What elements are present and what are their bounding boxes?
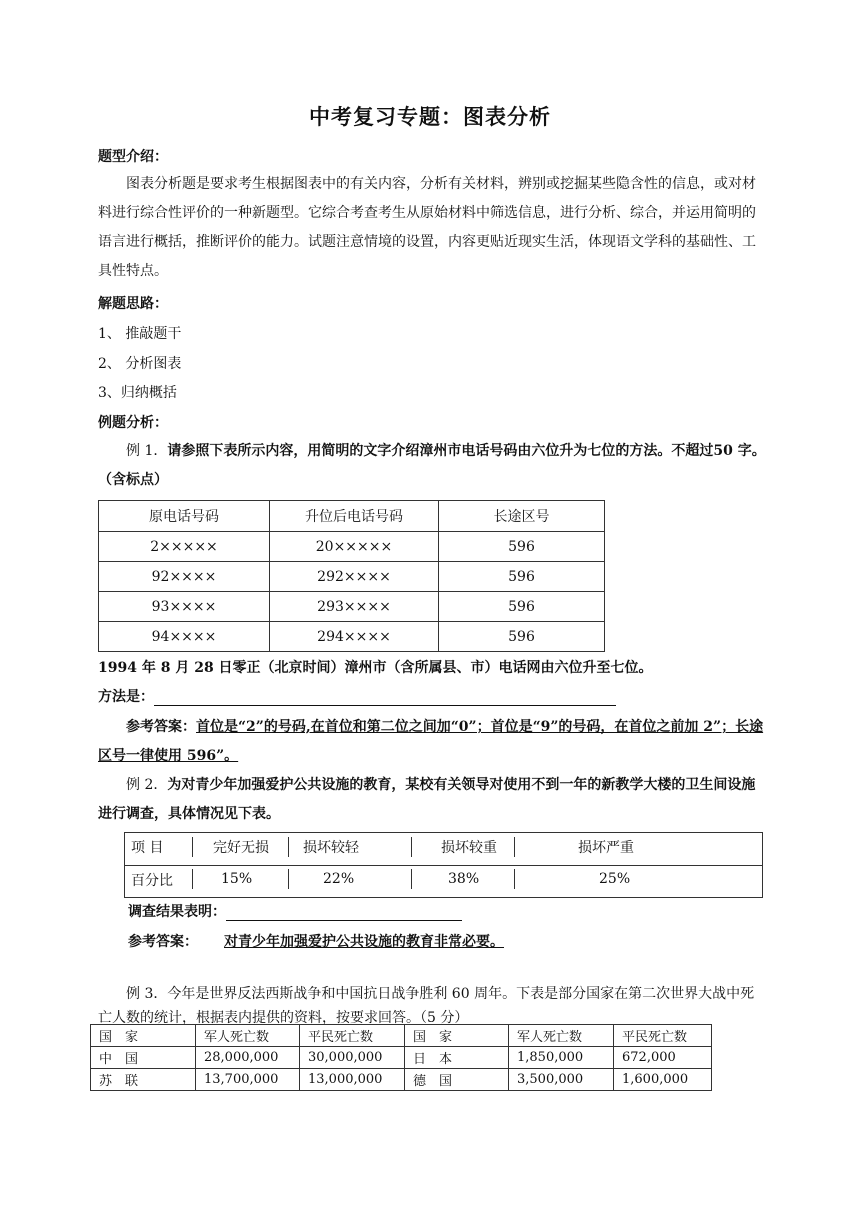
ex2-answer-label: 参考答案： [128,934,198,950]
phone-number-table [98,500,605,652]
col-header-military-deaths: 军人死亡数 [509,1025,614,1047]
table-row [99,532,605,562]
col-header-country: 国 家 [91,1025,196,1047]
intro-heading: 题型介绍： [98,149,168,165]
ex2-result-line [128,901,462,921]
ex1-answer-text: 首位是“2”的号码,在首位和第二位之间加“0”；首位是“9”的号码，在首位之前加 2”；长途区号一律使用 596”。 [98,719,764,764]
table-rule [514,869,515,889]
col-header-light: 损坏较轻 [303,840,359,856]
table-row [99,622,605,652]
table-cell: 15% [221,871,253,887]
col-header-original: 原电话号码 [99,501,270,532]
ex1-note: 1994 年 8 月 28 日零正（北京时间）漳州市（含所属县、市）电话网由六位升至七位。 [98,660,653,676]
table-cell: 293×××× [270,592,439,622]
page-title: 中考复习专题：图表分析 [309,104,551,129]
ex1-answer-label: 参考答案： [126,719,196,735]
col-header-military-deaths: 军人死亡数 [196,1025,300,1047]
table-cell: 93×××× [99,592,270,622]
table-header-row [91,1025,712,1047]
ex1-question-block [98,437,766,495]
table-cell: 22% [323,871,355,887]
table-header-row [99,501,605,532]
table-cell: 日 本 [405,1047,509,1069]
ex3-question: 例 3．今年是世界反法西斯战争和中国抗日战争胜利 60 周年。下表是部分国家在第二次世界大战中死亡人数的统计，根据表内提供的资料，按要求回答。（5 分） [98,986,755,1026]
table-row [91,1047,712,1069]
step-1: 1、 推敲题干 [98,326,182,342]
table-row [91,1069,712,1091]
table-rule [411,869,412,889]
col-header-area-code: 长途区号 [439,501,605,532]
ex2-question-block [98,771,766,829]
table-cell: 38% [448,871,480,887]
table-cell: 596 [439,562,605,592]
table-cell: 中 国 [91,1047,196,1069]
table-rule [288,837,289,857]
examples-heading: 例题分析： [98,415,168,431]
col-header-item: 项 目 [131,840,164,856]
table-cell: 德 国 [405,1069,509,1091]
table-cell: 596 [439,532,605,562]
col-header-intact: 完好无损 [213,840,269,856]
ex1-method-label: 方法是： [98,689,154,705]
ex1-method-blank [154,689,616,706]
col-header-civilian-deaths: 平民死亡数 [614,1025,712,1047]
approach-heading: 解题思路： [98,296,168,312]
table-cell: 13,700,000 [196,1069,300,1091]
table-cell: 13,000,000 [300,1069,405,1091]
table-cell: 苏 联 [91,1069,196,1091]
table-cell: 596 [439,592,605,622]
step-2: 2、 分析图表 [98,356,182,372]
table-cell: 596 [439,622,605,652]
table-rule [762,832,763,898]
col-header-civilian-deaths: 平民死亡数 [300,1025,405,1047]
table-cell: 672,000 [614,1047,712,1069]
table-rule [124,832,762,833]
ex2-label: 例 2． [126,777,168,793]
table-cell: 94×××× [99,622,270,652]
ex1-label: 例 1． [126,443,168,459]
table-cell: 92×××× [99,562,270,592]
table-rule [411,837,412,857]
step-3: 3、归纳概括 [98,385,177,401]
col-header-heavy: 损坏较重 [441,840,497,856]
intro-paragraph: 图表分析题是要求考生根据图表中的有关内容，分析有关材料，辨别或挖掘某些隐含性的信息，或对材料进行综合性评价的一种新题型。它综合考查考生从原始材料中筛选信息，进行分析、综合，并运用简明的语言进行概括，推断评价的能力。试题注意情境的设置，内容更贴近现实生活，体现语文学科的基础性、工具性特点。 [98,176,756,279]
ex2-question: 为对青少年加强爱护公共设施的教育，某校有关领导对使用不到一年的新教学大楼的卫生间设施进行调查，具体情况见下表。 [98,777,756,822]
table-cell: 20××××× [270,532,439,562]
ex2-answer-text: 对青少年加强爱护公共设施的教育非常必要。 [224,934,504,950]
table-rule [192,869,193,889]
ex2-result-blank [226,904,462,921]
col-header-upgraded: 升位后电话号码 [270,501,439,532]
col-header-severe: 损坏严重 [578,840,634,856]
table-cell: 294×××× [270,622,439,652]
ex1-answer-block [98,713,766,771]
table-cell: 30,000,000 [300,1047,405,1069]
ww2-deaths-table [90,1024,712,1091]
table-cell: 1,850,000 [509,1047,614,1069]
table-cell: 28,000,000 [196,1047,300,1069]
table-cell: 25% [599,871,631,887]
table-rule [124,832,125,898]
ex1-question: 请参照下表所示内容，用简明的文字介绍漳州市电话号码由六位升为七位的方法。不超过50 字。（含标点） [98,443,766,488]
table-cell: 2××××× [99,532,270,562]
ex2-result-label: 调查结果表明： [128,904,226,920]
table-rule [514,837,515,857]
table-row [99,562,605,592]
table-cell: 292×××× [270,562,439,592]
col-header-country: 国 家 [405,1025,509,1047]
table-cell: 3,500,000 [509,1069,614,1091]
ex2-answer-line [128,931,504,951]
table-cell: 1,600,000 [614,1069,712,1091]
row-label-percent: 百分比 [131,873,173,889]
ex1-method-line [98,686,616,706]
table-row [99,592,605,622]
table-rule [288,869,289,889]
table-rule [124,865,762,866]
table-rule [124,897,762,898]
table-rule [192,837,193,857]
